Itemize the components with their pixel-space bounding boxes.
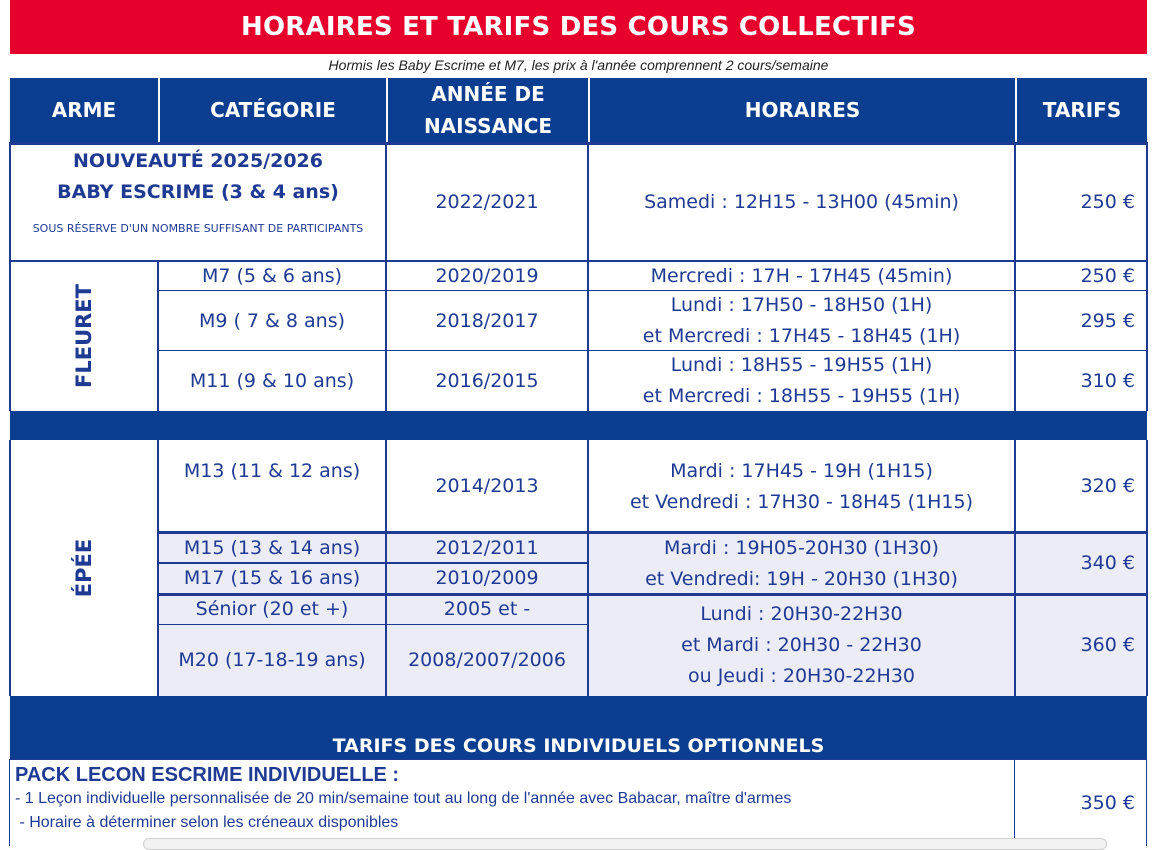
pack-title: PACK LECON ESCRIME INDIVIDUELLE : — [15, 764, 400, 786]
m9-categorie — [158, 291, 386, 351]
m9-tarif-text: 295 € — [1080, 309, 1135, 332]
senior-m20-horaire-line2: et Mardi : 20H30 - 22H30 — [681, 633, 922, 656]
border-after-senior — [386, 624, 588, 625]
baby-tarif — [1015, 144, 1147, 261]
header-categorie — [158, 78, 386, 142]
senior-categorie — [158, 594, 386, 625]
m15-17-horaire-line2: et Vendredi: 19H - 20H30 (1H30) — [645, 567, 958, 590]
pack-block — [10, 760, 1015, 846]
epee-label: ÉPÉE — [72, 538, 96, 598]
header-tarifs — [1015, 78, 1147, 142]
senior-m20-tarif-text: 360 € — [1080, 633, 1135, 656]
m7-tarif-text: 250 € — [1080, 264, 1135, 287]
m13-horaire-line1: Mardi : 17H45 - 19H (1H15) — [670, 459, 933, 482]
baby-line1: NOUVEAUTÉ 2025/2026 — [73, 150, 323, 172]
header-horaires-label: HORAIRES — [744, 98, 861, 122]
border-left-epee — [9, 440, 11, 696]
senior-categorie-text: Sénior (20 et +) — [195, 598, 349, 620]
border-after-m9 — [158, 350, 1147, 351]
border-right-epee — [1146, 440, 1148, 696]
border-col2-epee — [385, 440, 387, 696]
border-col4-epee — [1014, 440, 1016, 696]
baby-tarif-text: 250 € — [1080, 191, 1135, 213]
pack-line1: - 1 Leçon individuelle personnalisée de 20 min/semaine tout au long de l'année avec Babacar, maître d'armes — [15, 790, 792, 807]
pack-line2: - Horaire à déterminer selon les créneaux disponibles — [15, 814, 399, 831]
baby-categorie — [10, 144, 386, 261]
m7-categorie-text: M7 (5 & 6 ans) — [201, 264, 343, 287]
m9-tarif — [1015, 291, 1147, 351]
m13-horaire-line2: et Vendredi : 17H30 - 18H45 (1H15) — [629, 490, 974, 513]
header-categorie-label: CATÉGORIE — [210, 98, 336, 122]
m13-annee-text: 2014/2013 — [435, 475, 539, 497]
header-annee — [386, 78, 588, 142]
m13-horaire — [588, 440, 1015, 533]
m9-horaire-line1: Lundi : 17H50 - 18H50 (1H) — [670, 294, 933, 316]
m15-categorie-text: M15 (13 & 14 ans) — [183, 536, 361, 559]
border-pack-mid — [1014, 759, 1015, 846]
m17-annee-text: 2010/2009 — [435, 567, 539, 589]
border-col1 — [157, 261, 159, 411]
m11-categorie — [158, 351, 386, 411]
m15-17-horaire-line1: Mardi : 19H05-20H30 (1H30) — [664, 536, 939, 559]
bottom-band — [10, 696, 1147, 729]
m7-annee-text: 2020/2019 — [435, 264, 539, 287]
m7-horaire-text: Mercredi : 17H - 17H45 (45min) — [650, 264, 953, 287]
m11-horaire-line1: Lundi : 18H55 - 19H55 (1H) — [670, 354, 933, 376]
pack-tarif-text: 350 € — [1080, 791, 1135, 814]
epee-label-cell — [10, 440, 158, 696]
header-horaires — [588, 78, 1015, 142]
border-pack-left — [9, 759, 10, 846]
m9-horaire — [588, 291, 1015, 351]
border-col2 — [385, 142, 387, 411]
header-annee-line1: ANNÉE DE — [431, 82, 545, 106]
baby-annee-text: 2022/2021 — [435, 191, 539, 213]
header-arme-label: ARME — [51, 98, 117, 122]
page-title: HORAIRES ET TARIFS DES COURS COLLECTIFS — [10, 0, 1147, 54]
baby-horaire — [588, 144, 1015, 261]
separator-band — [10, 411, 1147, 440]
m7-horaire — [588, 261, 1015, 291]
m20-categorie-text: M20 (17-18-19 ans) — [178, 649, 366, 671]
senior-annee-text: 2005 et - — [443, 598, 531, 620]
m9-categorie-text: M9 ( 7 & 8 ans) — [198, 309, 346, 332]
header-annee-line2: NAISSANCE — [423, 114, 553, 138]
m11-annee — [386, 351, 588, 411]
m9-horaire-line2: et Mercredi : 17H45 - 18H45 (1H) — [642, 325, 961, 347]
baby-annee — [386, 144, 588, 261]
baby-line2: BABY ESCRIME (3 & 4 ans) — [57, 181, 339, 203]
m9-annee — [386, 291, 588, 351]
pack-tarif — [1015, 760, 1147, 846]
border-after-baby — [10, 260, 1147, 262]
m11-tarif — [1015, 351, 1147, 411]
border-after-m13 — [158, 531, 1147, 534]
border-after-m15 — [158, 562, 588, 564]
m15-annee-text: 2012/2011 — [435, 536, 539, 559]
m17-categorie — [158, 563, 386, 594]
fleuret-label-cell — [10, 261, 158, 411]
m15-17-tarif — [1015, 533, 1147, 594]
m13-tarif — [1015, 440, 1147, 533]
m11-tarif-text: 310 € — [1080, 369, 1135, 392]
border-after-m7 — [158, 290, 1147, 291]
m15-17-tarif-text: 340 € — [1080, 552, 1135, 574]
m11-annee-text: 2016/2015 — [435, 369, 539, 392]
fleuret-label: FLEURET — [72, 284, 96, 388]
m13-annee — [386, 440, 588, 533]
senior-m20-horaire — [588, 594, 1015, 696]
border-col3 — [587, 142, 589, 411]
baby-note: SOUS RÉSERVE D'UN NOMBRE SUFFISANT DE PARTICIPANTS — [32, 222, 364, 235]
m15-categorie — [158, 533, 386, 563]
header-arme — [10, 78, 158, 142]
border-top-body — [10, 142, 1147, 145]
border-after-m17 — [158, 593, 1147, 596]
m7-annee — [386, 261, 588, 291]
horizontal-scrollbar[interactable] — [143, 838, 1107, 850]
m9-annee-text: 2018/2017 — [435, 309, 539, 332]
border-col3-epee — [587, 440, 589, 696]
senior-annee — [386, 594, 588, 625]
border-col1-epee — [157, 440, 159, 696]
individual-title — [10, 729, 1147, 759]
senior-m20-horaire-line3: ou Jeudi : 20H30-22H30 — [688, 664, 915, 687]
m15-17-horaire — [588, 533, 1015, 594]
border-col4 — [1014, 142, 1016, 411]
border-after-senior-cat — [158, 624, 386, 625]
header-tarifs-label: TARIFS — [1042, 98, 1122, 122]
m11-horaire-line2: et Mercredi : 18H55 - 19H55 (1H) — [642, 385, 961, 407]
individual-title-text: TARIFS DES COURS INDIVIDUELS OPTIONNELS — [332, 735, 825, 757]
baby-horaire-text: Samedi : 12H15 - 13H00 (45min) — [644, 191, 959, 213]
m20-annee-text: 2008/2007/2006 — [408, 649, 566, 671]
m20-categorie — [158, 625, 386, 696]
m15-annee — [386, 533, 588, 563]
border-right — [1146, 142, 1148, 411]
m13-tarif-text: 320 € — [1080, 475, 1135, 497]
m20-annee — [386, 625, 588, 696]
m11-horaire — [588, 351, 1015, 411]
border-pack-top — [10, 759, 1147, 760]
m7-categorie — [158, 261, 386, 291]
m13-categorie-text: M13 (11 & 12 ans) — [183, 460, 361, 482]
m13-categorie — [158, 440, 386, 533]
m11-categorie-text: M11 (9 & 10 ans) — [189, 369, 355, 392]
m17-annee — [386, 563, 588, 594]
border-left — [9, 142, 11, 411]
senior-m20-tarif — [1015, 594, 1147, 696]
m7-tarif — [1015, 261, 1147, 291]
border-pack-right — [1146, 759, 1147, 846]
m17-categorie-text: M17 (15 & 16 ans) — [183, 567, 361, 589]
page-subtitle: Hormis les Baby Escrime et M7, les prix à l'année comprennent 2 cours/semaine — [328, 57, 829, 73]
senior-m20-horaire-line1: Lundi : 20H30-22H30 — [700, 602, 903, 625]
